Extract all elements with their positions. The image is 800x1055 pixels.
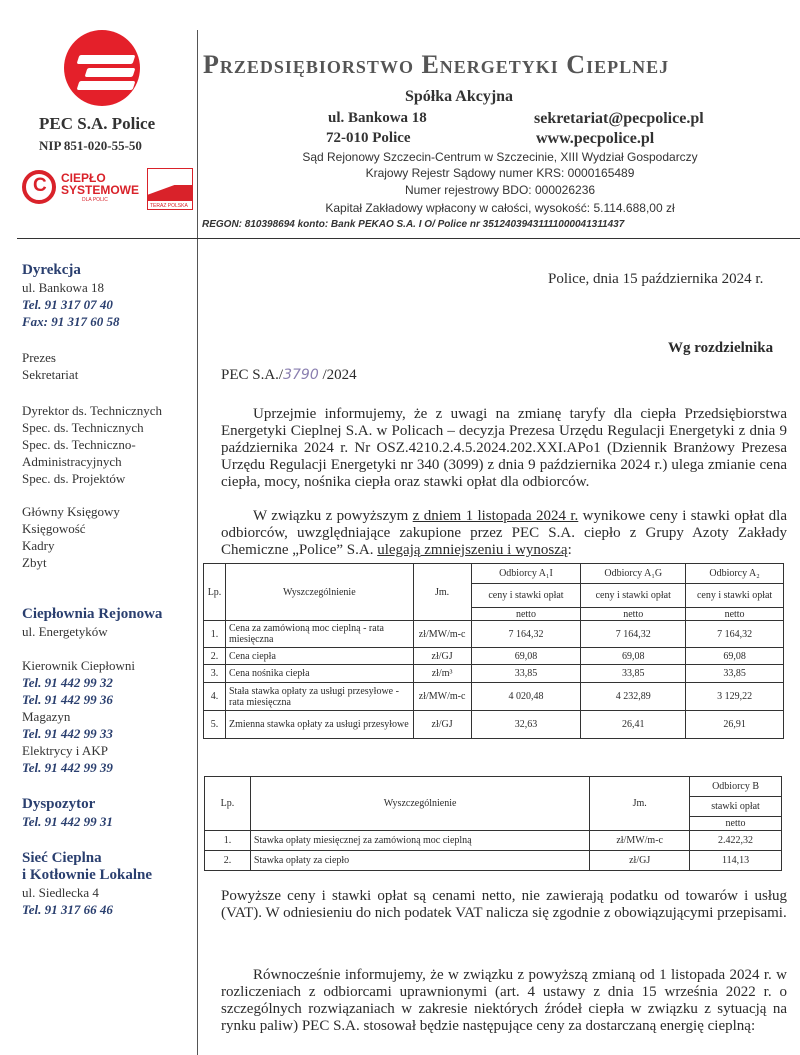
court-line: Sąd Rejonowy Szczecin-Centrum w Szczecinie, XIII Wydział Gospodarczy (302, 150, 698, 164)
nip: NIP 851-020-55-50 (39, 138, 142, 153)
header-desc: Wyszczególnienie (250, 777, 589, 831)
header-a1: Odbiorcy A₁I (471, 564, 581, 584)
tariff-table-b: Lp. Wyszczególnienie Jm. Odbiorcy B stawki opłat netto 1. Stawka opłaty miesięcznej za zamówioną moc cieplną zł/MW/m-c 2.422,32 2. Stawka opłaty za ciepło zł/GJ 114,13 (204, 776, 782, 871)
table-row: 2. Stawka opłaty za ciepło zł/GJ 114,13 (205, 851, 782, 871)
regon-line: REGON: 810398694 konto: Bank PEKAO S.A. I O/ Police nr 35124039431111000041311437 (202, 219, 625, 230)
paragraph-3: Powyższe ceny i stawki opłat są cenami netto, nie zawierają podatku od towarów i usług (VAT). W odniesieniu do nich podatek VAT nalicza się zgodnie z obowiązującymi przepisami. (221, 888, 787, 921)
bdo-line: Numer rejestrowy BDO: 000026236 (404, 183, 596, 197)
sidebar-group-technical: Dyrektor ds. Technicznych Spec. ds. Technicznych Spec. ds. Techniczno- Administracyjnych Spec. ds. Projektów (22, 403, 162, 486)
handwritten-number: 3790 (283, 367, 319, 383)
teraz-polska-logo: TERAZ POLSKA (147, 168, 193, 210)
sidebar-group-management: Prezes Sekretariat (22, 350, 79, 382)
header-lp: Lp. (205, 777, 251, 831)
cieplo-systemowe-logo: C CIEPŁO SYSTEMOWE DLA POLIC (22, 170, 142, 206)
header-lp: Lp. (204, 564, 226, 621)
table-row: 3. Cena nośnika ciepła zł/m³ 33,85 33,85 33,85 (204, 665, 784, 683)
brand-name: PEC S.A. Police (39, 114, 156, 133)
table-row: 4. Stała stawka opłaty za usługi przesyłowe - rata miesięczna zł/MW/m-c 4 020,48 4 232,89 3 129,22 (204, 683, 784, 711)
table-row: 1. Cena za zamówioną moc cieplną - rata miesięczna zł/MW/m-c 7 164,32 7 164,32 7 164,32 (204, 621, 784, 648)
header-desc: Wyszczególnienie (225, 564, 413, 621)
sidebar-siec: Sieć Cieplna i Kotłownie Lokalne ul. Siedlecka 4 Tel. 91 317 66 46 (22, 850, 153, 917)
pec-logo (64, 30, 140, 106)
reference-number: PEC S.A./3790 /2024 (221, 367, 357, 383)
header-unit: Jm. (413, 564, 471, 621)
recipient: Wg rozdzielnika (668, 340, 774, 356)
company-form: Spółka Akcyjna (405, 88, 514, 105)
header-b: Odbiorcy B (690, 777, 782, 797)
header-divider (17, 238, 800, 239)
krs-line: Krajowy Rejestr Sądowy numer KRS: 0000165489 (365, 166, 635, 180)
paragraph-4: Równocześnie informujemy, że w związku z powyższą zmianą od 1 listopada 2024 r. w rozliczeniach z odbiorcami uprawnionymi (art. 4 ustawy z dnia 15 września 2022 r. o szczególnych rozwiązaniach w zakresie niektórych źródeł ciepła w związku z sytuacją na rynku paliw) PEC S.A. stosował będzie następujące ceny za dostarczaną energię cieplną: (221, 967, 787, 1034)
website: www.pecpolice.pl (536, 130, 655, 147)
capital-line: Kapitał Zakładowy wpłacony w całości, wysokość: 5.114.688,00 zł (325, 201, 675, 215)
company-name: Przedsiębiorstwo Energetyki Cieplnej (203, 50, 670, 79)
paragraph-2: W związku z powyższym z dniem 1 listopada 2024 r. wynikowe ceny i stawki opłat dla odbiorców, uwzględniające zakupione przez PEC S.A. ciepło z Grupy Azoty Zakłady Chemiczne „Police” S.A. ulegają zmniejszeniu i wynoszą: (221, 508, 787, 558)
header-a1g: Odbiorcy A₁G (581, 564, 686, 584)
sidebar-dyrekcja: Dyrekcja ul. Bankowa 18 Tel. 91 317 07 40 Fax: 91 317 60 58 (22, 262, 120, 329)
sidebar-cieplownia: Ciepłownia Rejonowa ul. Energetyków Kierownik Ciepłowni Tel. 91 442 99 32 Tel. 91 442 99 36 Magazyn Tel. 91 442 99 33 Elektrycy i AKP Tel. 91 442 99 39 (22, 606, 163, 775)
tariff-table-a: Lp. Wyszczególnienie Jm. Odbiorcy A₁I Odbiorcy A₁G Odbiorcy A₂ ceny i stawki opłat ceny i stawki opłat ceny i stawki opłat netto netto netto 1. Cena za zamówioną moc cieplną - rata miesięczna zł/MW/m-c 7 164,32 7 164,32 7 164,32 2. Cena ciepła zł/GJ 69,08 69,08 69,08 3. Cena nośnika ciepła zł/m³ 33,85 33,85 33,85 4. Stała stawka opłaty za usługi przesyłowe - rata miesięczna zł/MW/m-c 4 020,48 4 232,89 3 129,22 5. Zmienna stawka opłaty za usługi przesyłowe zł/GJ 32,63 26,41 26,91 (203, 563, 784, 739)
table-row: 1. Stawka opłaty miesięcznej za zamówioną moc cieplną zł/MW/m-c 2.422,32 (205, 831, 782, 851)
header-unit: Jm. (590, 777, 690, 831)
letter-date: Police, dnia 15 października 2024 r. (548, 271, 764, 287)
table-row: 2. Cena ciepła zł/GJ 69,08 69,08 69,08 (204, 648, 784, 665)
postal-city: 72-010 Police (326, 130, 411, 146)
paragraph-1: Uprzejmie informujemy, że z uwagi na zmianę taryfy dla ciepła Przedsiębiorstwa Energetyki Cieplnej S.A. w Policach – decyzja Prezesa Urzędu Regulacji Energetyki z dnia 9 października 2024 r. Nr OSZ.4210.2.4.5.2024.202.XXI.APo1 (Dziennik Branżowy Prezesa Urzędu Regulacji Energetyki nr 340 (3099) z dnia 9 października 2024 r.) ulega zmianie cena ciepła, mocy, nośnika ciepła oraz stawki opłat dla odbiorców. (221, 406, 787, 490)
sidebar-dyspozytor: Dyspozytor Tel. 91 442 99 31 (22, 796, 113, 829)
sidebar-group-finance: Główny Księgowy Księgowość Kadry Zbyt (22, 504, 120, 570)
street: ul. Bankowa 18 (328, 110, 427, 126)
table-row: 5. Zmienna stawka opłaty za usługi przesyłowe zł/GJ 32,63 26,41 26,91 (204, 711, 784, 739)
header-a2: Odbiorcy A₂ (686, 564, 784, 584)
email: sekretariat@pecpolice.pl (534, 110, 704, 127)
vertical-divider (197, 30, 198, 1055)
